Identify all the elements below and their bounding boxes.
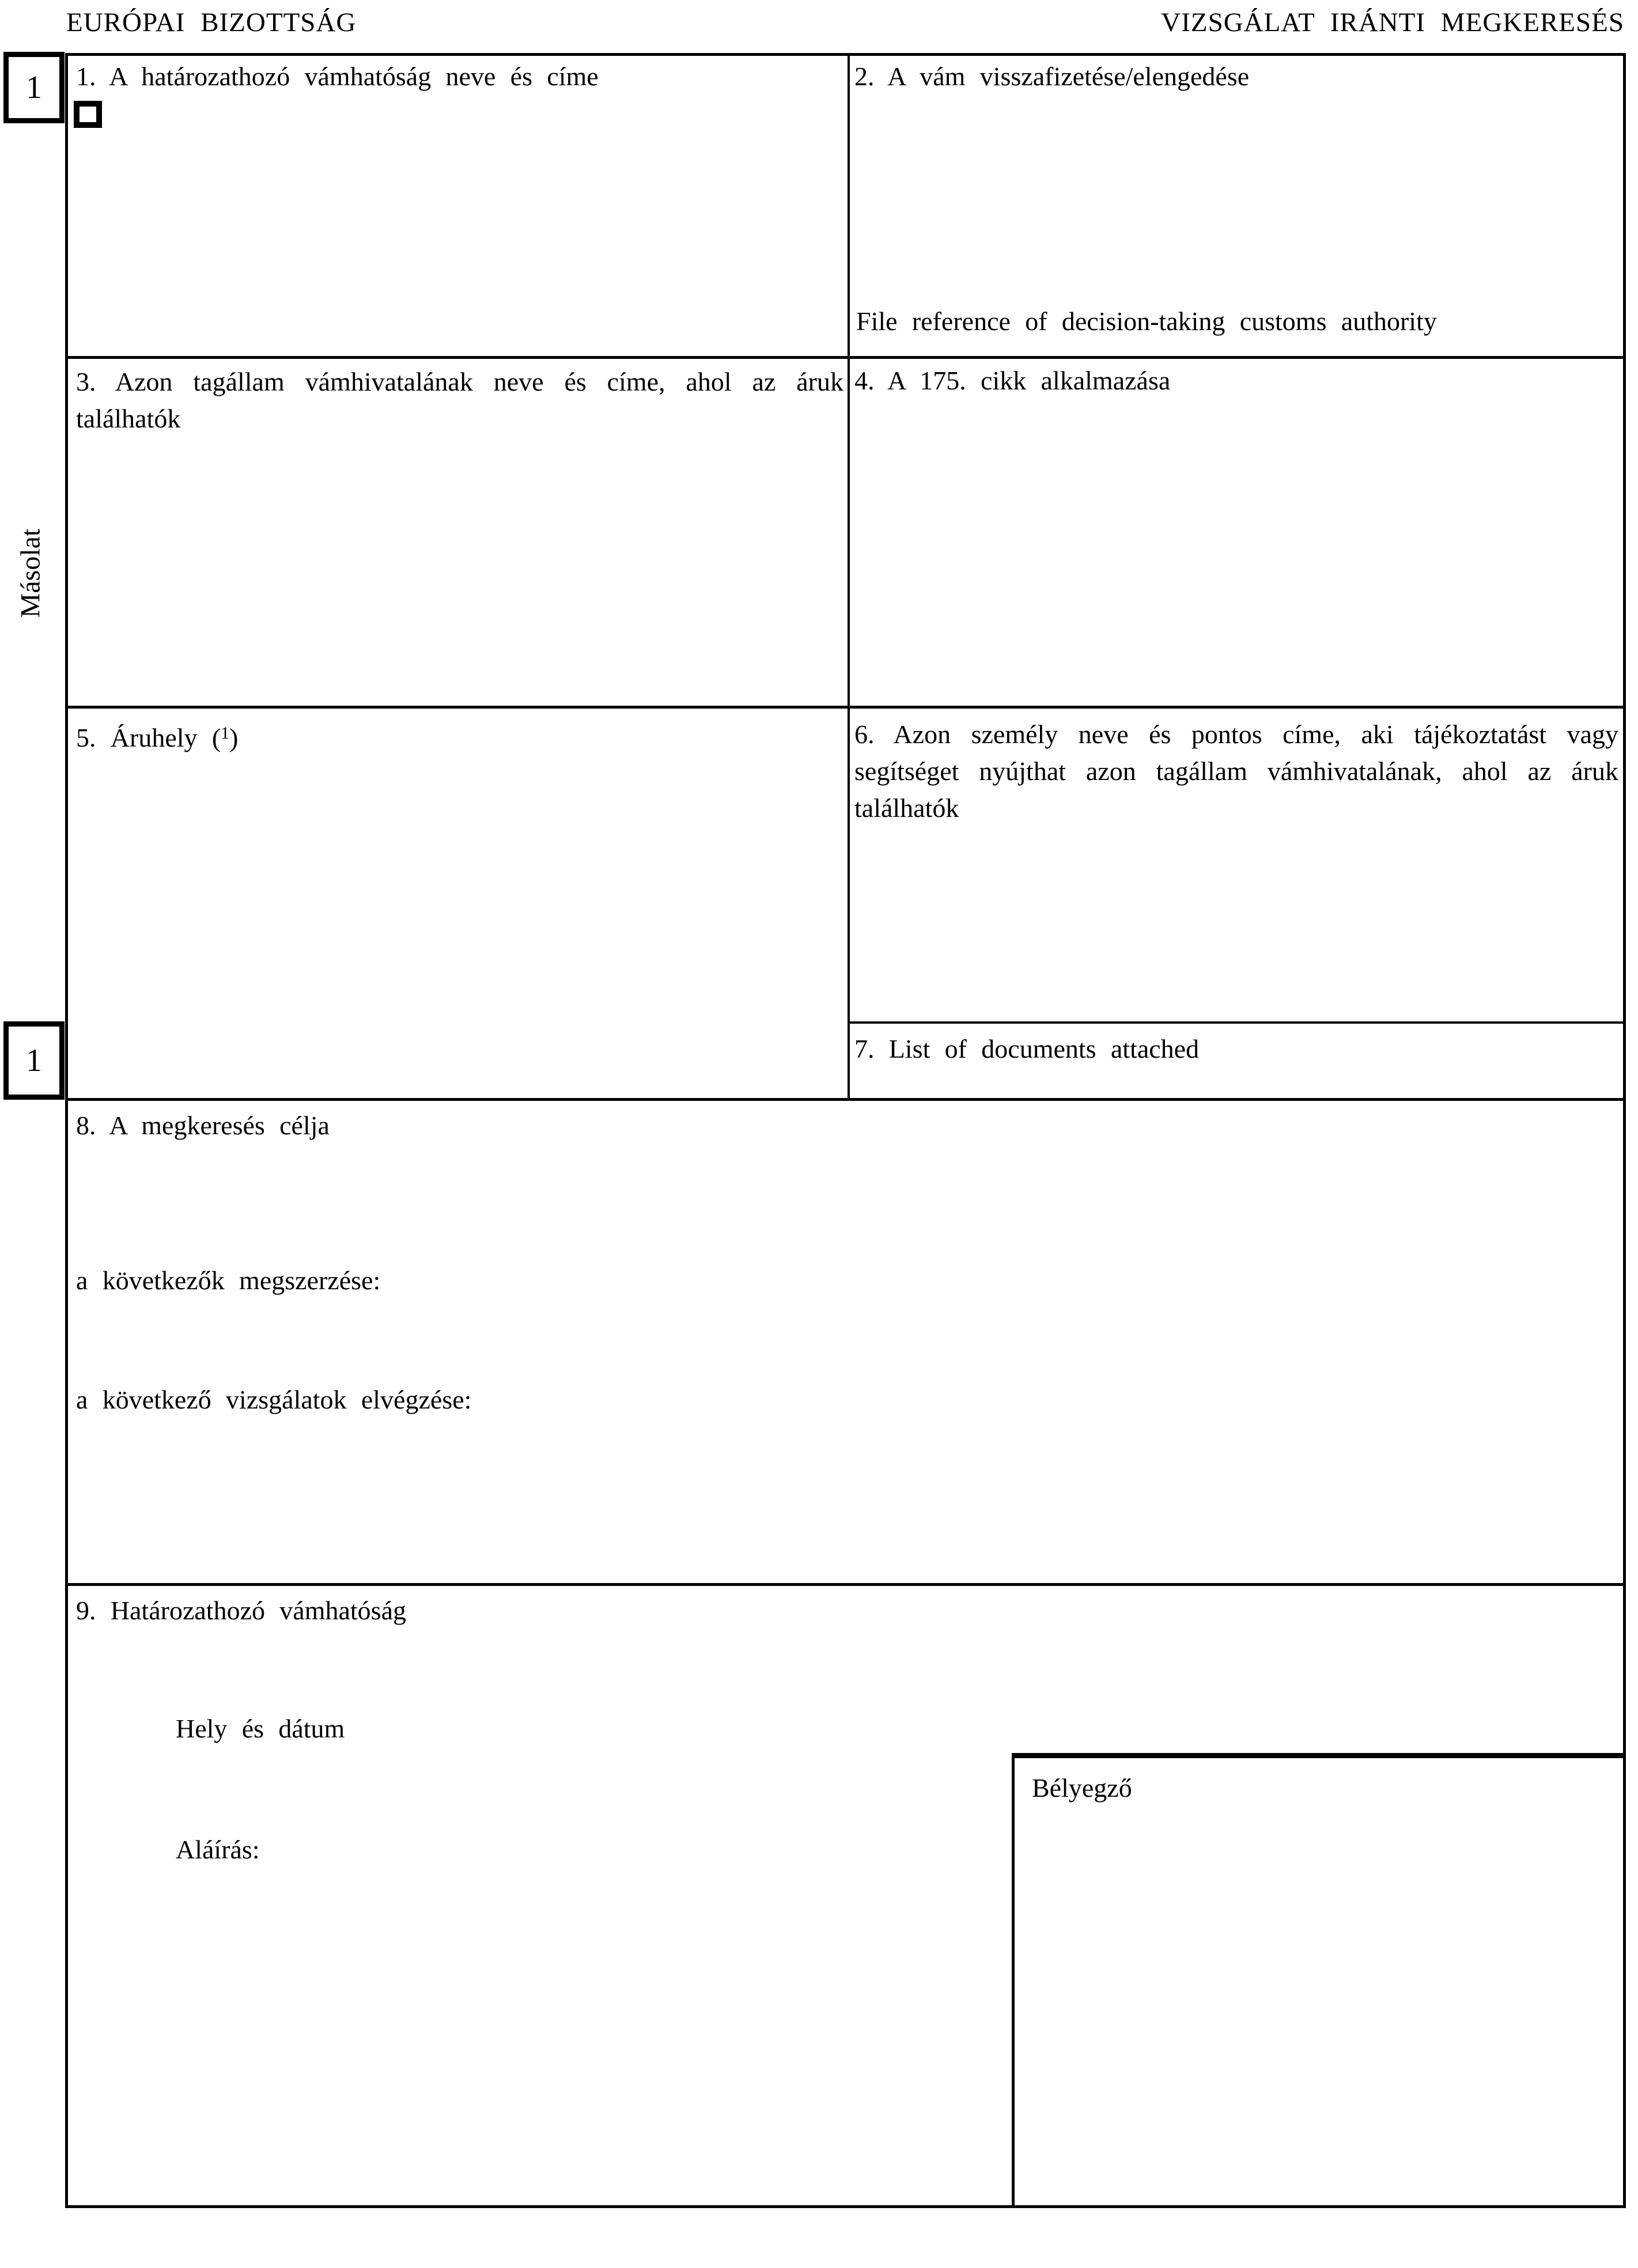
row-divider-1	[65, 356, 1626, 359]
box8-obtain-line: a következők megszerzése:	[76, 1266, 381, 1295]
box5-label	[76, 716, 238, 755]
row-divider-4	[65, 1583, 1626, 1586]
box7-label: 7. List of documents attached	[854, 1034, 1200, 1063]
box5-label-text: 5. Áruhely (	[76, 723, 221, 752]
box2-label: 2. A vám visszafizetése/elengedése	[854, 62, 1250, 91]
sheet-number-marker-top	[3, 52, 65, 123]
box1-checkbox[interactable]	[74, 101, 102, 128]
stamp-label: Bélyegző	[1032, 1773, 1132, 1803]
stamp-box	[1012, 1753, 1626, 2208]
row-divider-2	[65, 706, 1626, 709]
box2-file-reference-label: File reference of decision-taking customs authority	[856, 306, 1437, 336]
box8-checks-line: a következő vizsgálatok elvégzése:	[76, 1385, 472, 1414]
box3-label: 3. Azon tagállam vámhivatalának neve és címe, ahol az áruk találhatók	[76, 367, 843, 433]
box1-label: 1. A határozathozó vámhatóság neve és címe	[76, 62, 599, 91]
sheet-number-bottom: 1	[26, 1043, 42, 1078]
box8-label: 8. A megkeresés célja	[76, 1111, 330, 1140]
box6-label: 6. Azon személy neve és pontos címe, aki tájékoztatást vagy segítséget nyújthat azon tagállam vámhivatalának, ahol az áruk találhatók	[854, 720, 1618, 823]
box5-label-close: )	[229, 723, 239, 752]
box7-top-divider	[848, 1021, 1626, 1024]
sheet-number-top: 1	[26, 70, 42, 105]
copy-watermark-label: Másolat	[15, 528, 46, 618]
column-divider	[848, 53, 850, 1098]
sheet-number-marker-bottom	[3, 1021, 65, 1100]
commission-heading: EURÓPAI BIZOTTSÁG	[66, 7, 357, 37]
box9-label: 9. Határozathozó vámhatóság	[76, 1596, 406, 1625]
form-title: VIZSGÁLAT IRÁNTI MEGKERESÉS	[1161, 7, 1624, 37]
box9-place-date-label: Hely és dátum	[176, 1714, 345, 1743]
box5-footnote-ref: 1	[221, 724, 230, 743]
box4-label: 4. A 175. cikk alkalmazása	[854, 366, 1171, 395]
box9-signature-label: Aláírás:	[176, 1835, 260, 1864]
row-divider-3	[65, 1098, 1626, 1101]
